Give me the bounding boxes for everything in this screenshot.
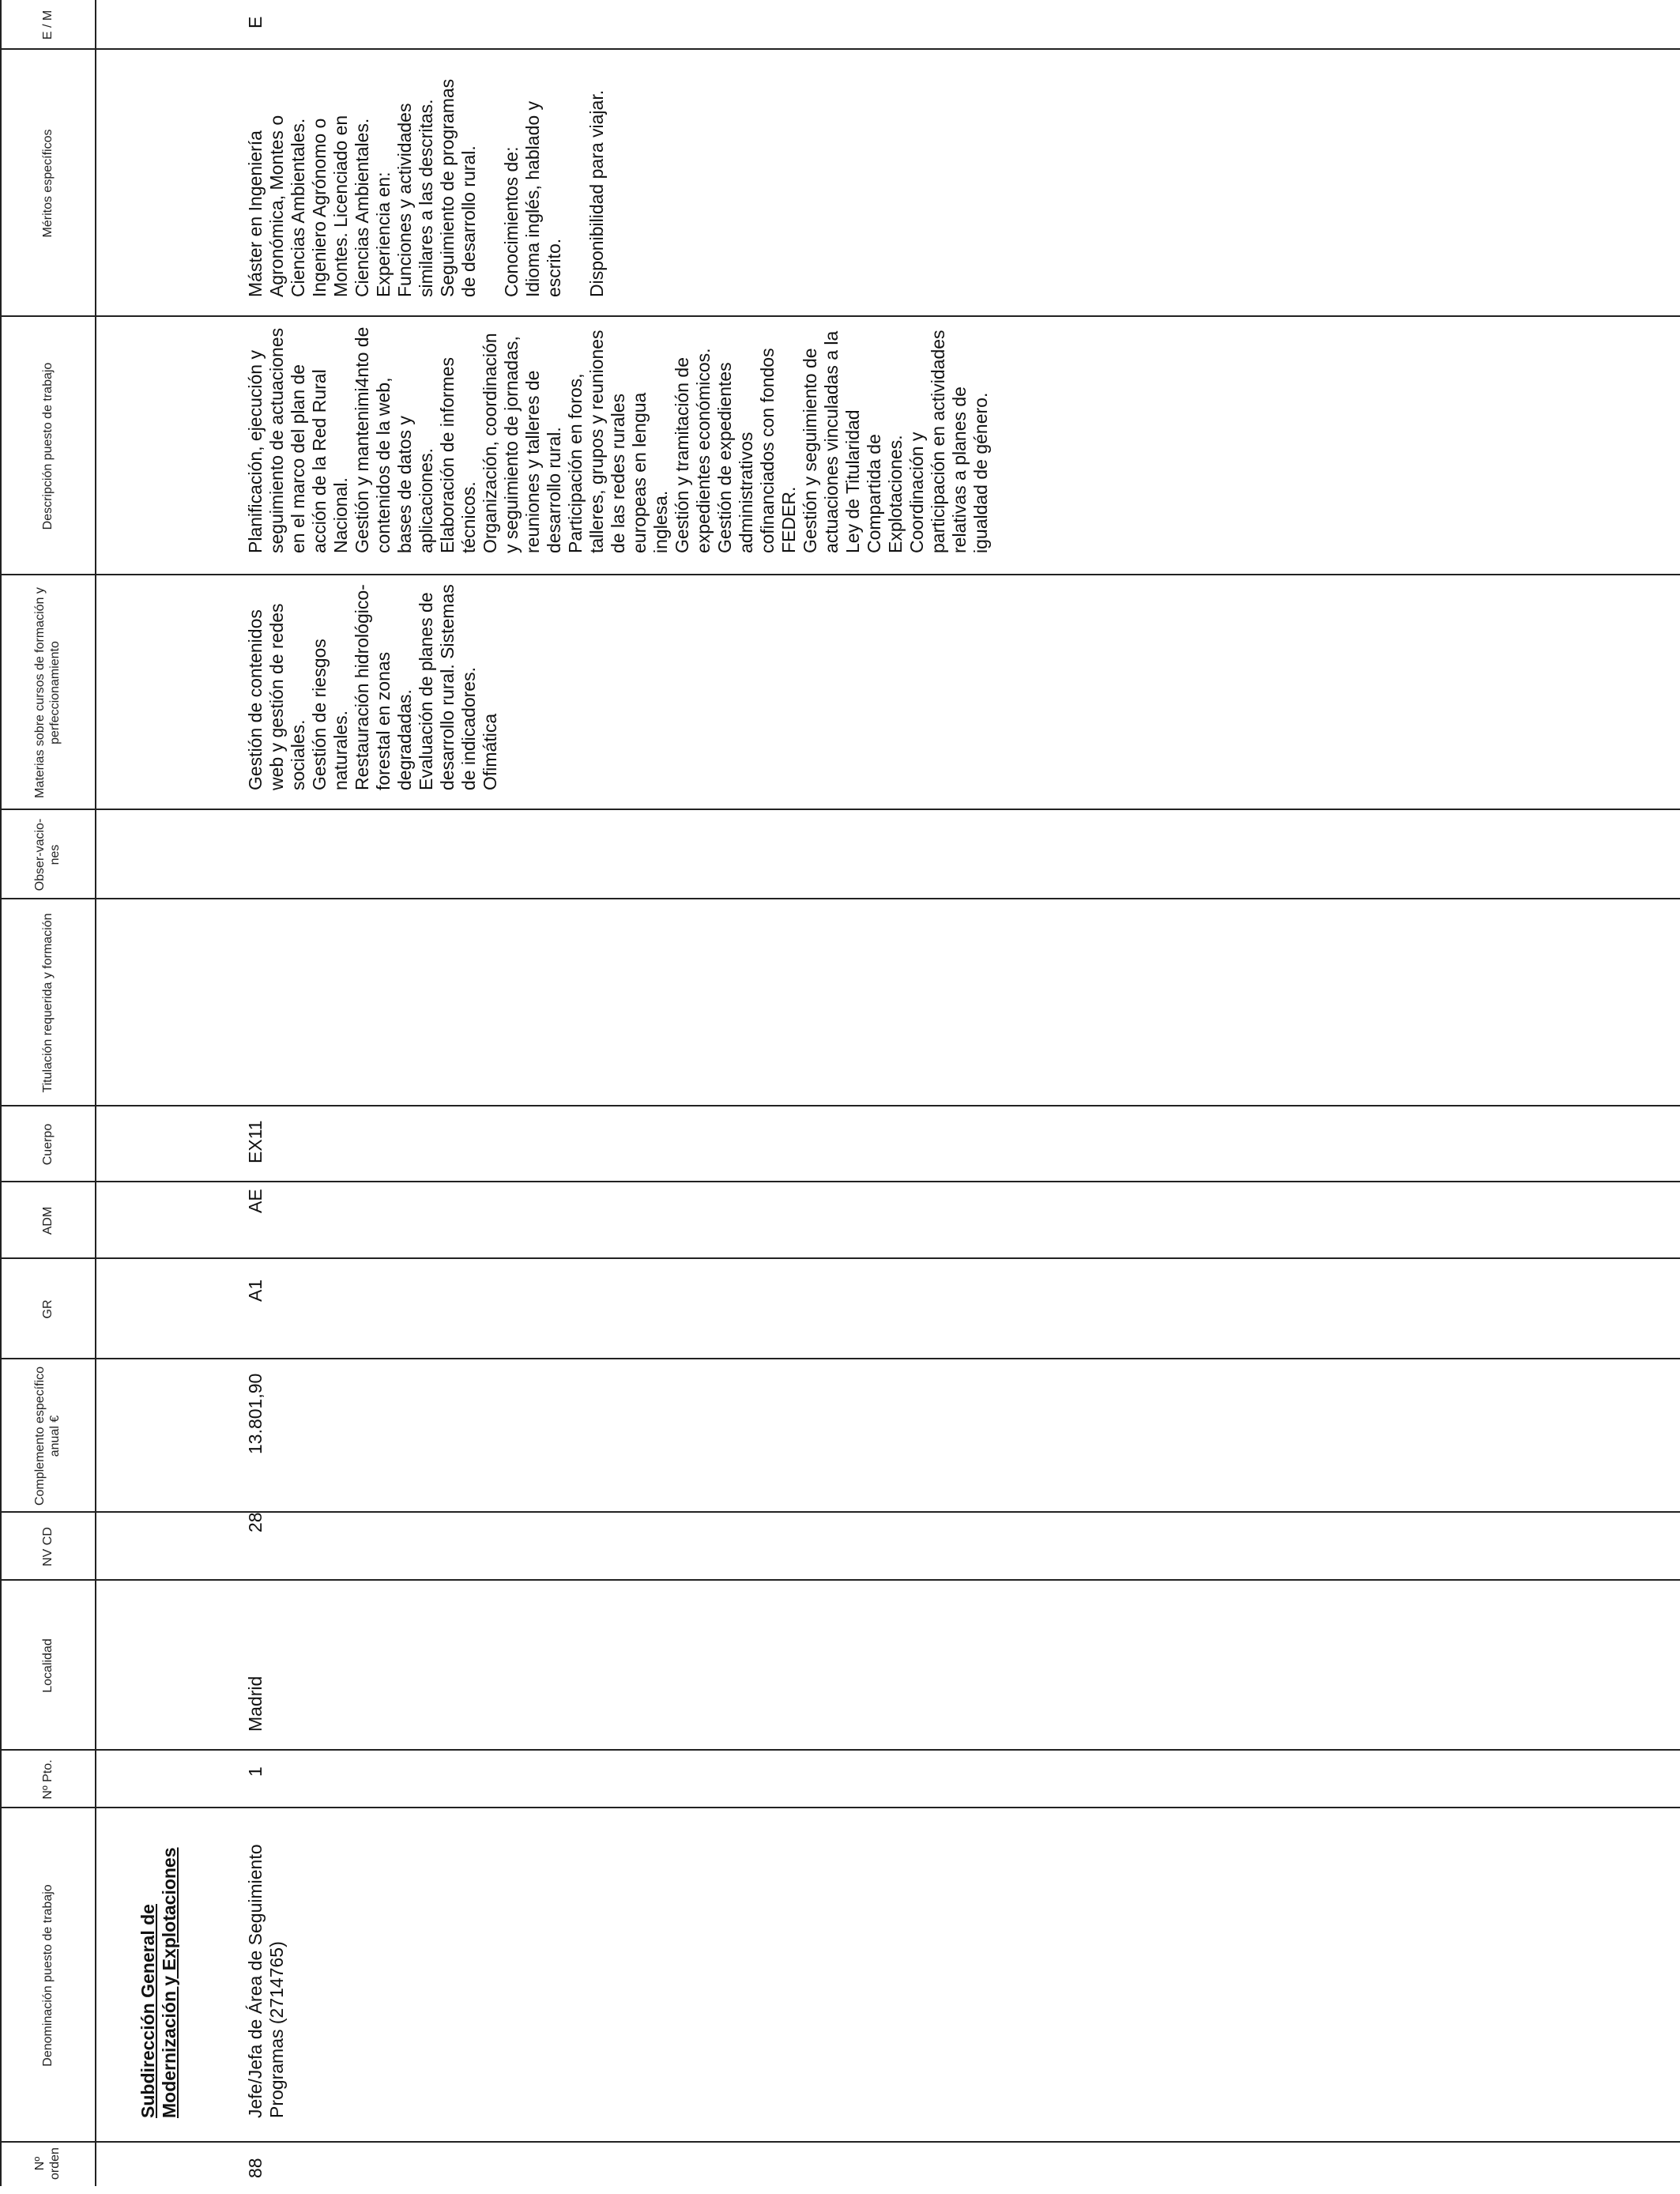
header-em: E / M xyxy=(40,9,55,40)
header-localidad: Localidad xyxy=(40,1638,55,1693)
cell-meritos xyxy=(245,52,608,297)
header-pto: Nº Pto. xyxy=(40,1759,55,1800)
materia-item: Ofimática xyxy=(480,713,500,790)
merito-item: Idioma inglés, hablado y escrito. xyxy=(522,100,564,297)
header-meritos: Méritos específicos xyxy=(40,129,55,238)
header-materias: Materias sobre cursos de formación y perfeccionamiento xyxy=(33,587,62,798)
column-divider xyxy=(0,48,1680,50)
cell-localidad: Madrid xyxy=(245,1676,266,1732)
header-denominacion: Denominación puesto de trabajo xyxy=(40,1884,55,2067)
materia-item: Gestión de contenidos web y gestión de redes sociales. xyxy=(245,603,308,790)
column-divider xyxy=(0,574,1680,575)
header-gr: GR xyxy=(40,1299,55,1319)
header-observaciones: Obser-vacio-nes xyxy=(33,818,62,892)
descripcion-item: Gestión y mantenimi4nto de contenidos de la web, bases de datos y aplicaciones. xyxy=(352,326,436,553)
materia-item: Restauración hidrológico-forestal en zonas degradadas. xyxy=(352,584,415,790)
section-title: Subdirección General de Modernización y Explotaciones xyxy=(137,1847,179,2118)
merito-spacer xyxy=(480,58,501,297)
cell-orden: 88 xyxy=(245,2158,266,2178)
merito-item: Ingeniero Agrónomo o Montes. Licenciado en Ciencias Ambientales. xyxy=(309,115,372,297)
column-divider xyxy=(0,1579,1680,1581)
header-titulacion: Titulación requerida y formación xyxy=(40,913,55,1093)
header-complemento: Complemento específico anual € xyxy=(33,1366,62,1506)
column-divider xyxy=(0,1105,1680,1106)
header-cuerpo: Cuerpo xyxy=(40,1123,55,1166)
merito-item: Funciones y actividades similares a las descritas. xyxy=(394,99,436,297)
column-divider xyxy=(0,809,1680,810)
header-adm: ADM xyxy=(40,1206,55,1235)
cell-nvcd: 28 xyxy=(245,1512,266,1532)
descripcion-item: Coordinación y participación en actividades relativas a planes de igualdad de género. xyxy=(906,330,991,553)
materia-item: Gestión de riesgos naturales. xyxy=(309,639,351,790)
column-divider xyxy=(0,1257,1680,1259)
header-nvcd: NV CD xyxy=(40,1527,55,1566)
merito-item: Máster en Ingeniería Agronómica, Montes o Ciencias Ambientales. xyxy=(245,115,308,297)
cell-gr: A1 xyxy=(245,1279,266,1302)
merito-item: Conocimientos de: xyxy=(501,146,522,297)
materia-item: Evaluación de planes de desarrollo rural. Sistemas de indicadores. xyxy=(416,584,479,790)
descripcion-item: Organización, coordinación y seguimiento de jornadas, reuniones y talleres de desarrollo rural. xyxy=(480,333,564,553)
header-orden: Nº orden xyxy=(33,2147,62,2180)
merito-item: Experiencia en: xyxy=(373,172,394,297)
cell-complemento: 13.801,90 xyxy=(245,1373,266,1454)
cell-materias xyxy=(245,577,501,790)
cell-em: E xyxy=(245,16,266,28)
descripcion-item: Elaboración de informes técnicos. xyxy=(437,356,479,553)
merito-spacer xyxy=(565,58,586,297)
column-divider xyxy=(0,1807,1680,1808)
descripcion-item: Gestión de expedientes administrativos cofinanciados con fondos FEDER. xyxy=(714,348,799,553)
cell-denominacion: Jefe/Jefa de Área de Seguimiento Programas (2714765) xyxy=(245,1844,287,2118)
descripcion-item: Planificación, ejecución y seguimiento de actuaciones en el marco del plan de acción de la Red Rural Nacional. xyxy=(245,327,351,553)
header-descripcion: Descripción puesto de trabajo xyxy=(40,362,55,530)
descripcion-item: Gestión y tramitación de expedientes económicos. xyxy=(672,348,714,553)
cell-adm: AE xyxy=(245,1189,266,1213)
column-divider xyxy=(0,315,1680,317)
cell-pto: 1 xyxy=(245,1766,266,1777)
merito-item: Seguimiento de programas de desarrollo rural. xyxy=(437,78,479,297)
descripcion-item: Participación en foros, talleres, grupos y reuniones de las redes rurales europeas en lengua inglesa. xyxy=(565,330,671,553)
header-bottom-rule xyxy=(95,0,96,2186)
cell-cuerpo: EX11 xyxy=(245,1120,266,1163)
merito-item: Disponibilidad para viajar. xyxy=(586,89,607,297)
column-divider xyxy=(0,898,1680,899)
descripcion-item: Gestión y seguimiento de actuaciones vinculadas a la Ley de Titularidad Compartida de Explotaciones. xyxy=(800,330,906,553)
cell-descripcion xyxy=(245,319,992,553)
